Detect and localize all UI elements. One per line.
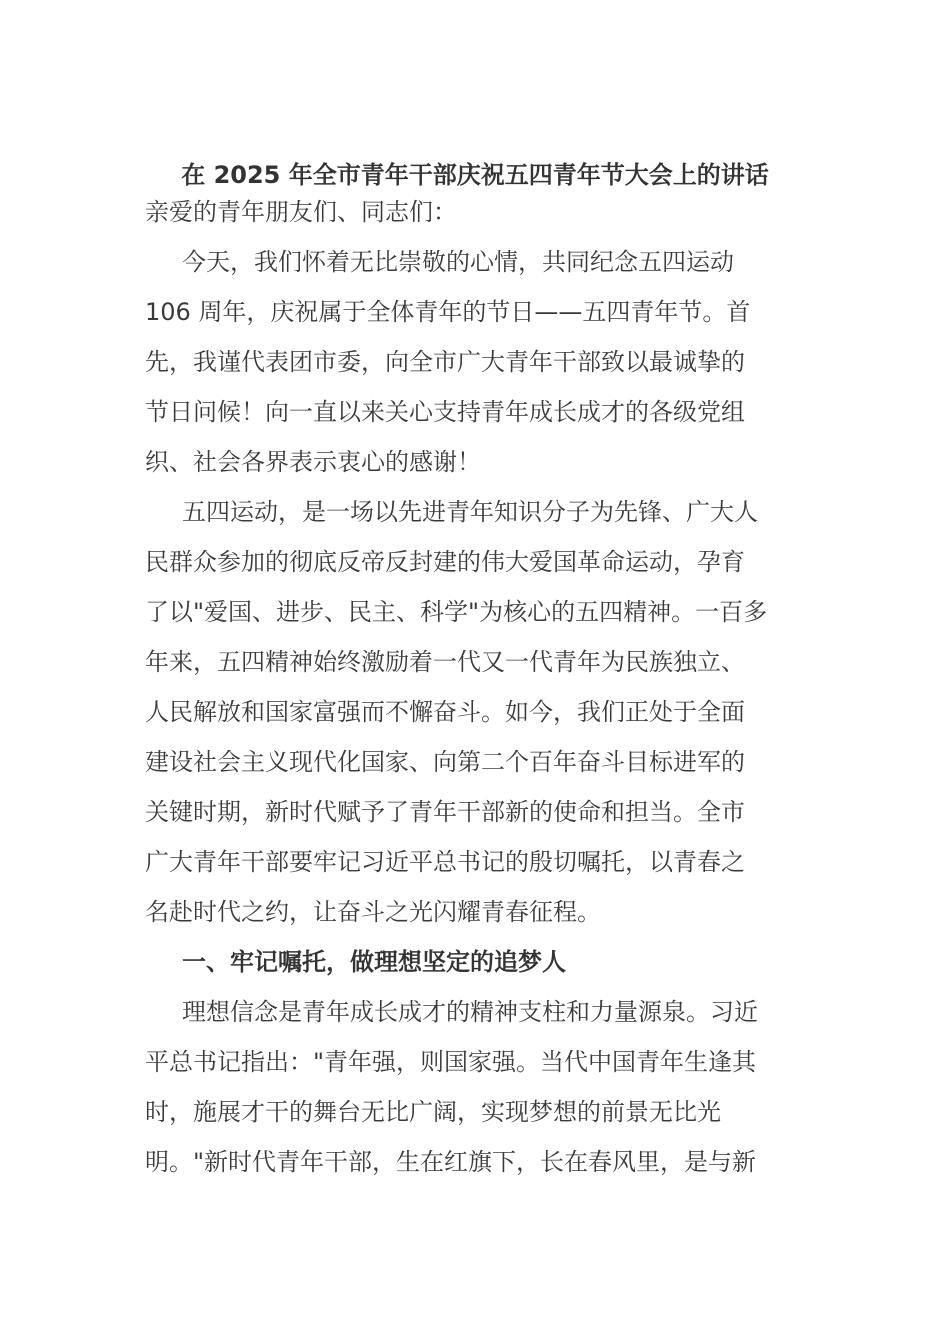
paragraph-line: 今天，我们怀着无比崇敬的心情，共同纪念五四运动 bbox=[182, 248, 734, 276]
paragraph-3 bbox=[145, 987, 807, 1187]
paragraph-line: 年来，五四精神始终激励着一代又一代青年为民族独立、 bbox=[145, 648, 745, 676]
paragraph-line: 五四运动，是一场以先进青年知识分子为先锋、广大人 bbox=[182, 498, 758, 526]
paragraph-line: 106 周年，庆祝属于全体青年的节日——五四青年节。首 bbox=[145, 298, 751, 326]
paragraph-line: 明。"新时代青年干部，生在红旗下，长在春风里，是与新 bbox=[145, 1148, 757, 1176]
paragraph-line: 名赴时代之约，让奋斗之光闪耀青春征程。 bbox=[145, 898, 601, 926]
document-title: 在 2025 年全市青年干部庆祝五四青年节大会上的讲话 bbox=[181, 161, 769, 189]
section-heading: 一、牢记嘱托，做理想坚定的追梦人 bbox=[182, 948, 566, 976]
paragraph-line: 先，我谨代表团市委，向全市广大青年干部致以最诚挚的 bbox=[145, 348, 745, 376]
paragraph-line: 关键时期，新时代赋予了青年干部新的使命和担当。全市 bbox=[145, 798, 745, 826]
paragraph-1 bbox=[145, 237, 807, 487]
paragraph-line: 织、社会各界表示衷心的感谢！ bbox=[145, 448, 481, 476]
paragraph-2 bbox=[145, 487, 807, 937]
paragraph-line: 节日问候！向一直以来关心支持青年成长成才的各级党组 bbox=[145, 398, 745, 426]
paragraph-line: 建设社会主义现代化国家、向第二个百年奋斗目标进军的 bbox=[145, 748, 745, 776]
salutation: 亲爱的青年朋友们、同志们： bbox=[145, 198, 457, 226]
paragraph-line: 时，施展才干的舞台无比广阔，实现梦想的前景无比光 bbox=[145, 1098, 721, 1126]
paragraph-line: 理想信念是青年成长成才的精神支柱和力量源泉。习近 bbox=[182, 998, 758, 1026]
paragraph-line: 了以"爱国、进步、民主、科学"为核心的五四精神。一百多 bbox=[145, 598, 768, 626]
paragraph-line: 民群众参加的彻底反帝反封建的伟大爱国革命运动，孕育 bbox=[145, 548, 745, 576]
paragraph-line: 平总书记指出："青年强，则国家强。当代中国青年生逢其 bbox=[145, 1048, 757, 1076]
paragraph-line: 广大青年干部要牢记习近平总书记的殷切嘱托，以青春之 bbox=[145, 848, 745, 876]
document-body bbox=[145, 187, 807, 1187]
paragraph-line: 人民解放和国家富强而不懈奋斗。如今，我们正处于全面 bbox=[145, 698, 745, 726]
